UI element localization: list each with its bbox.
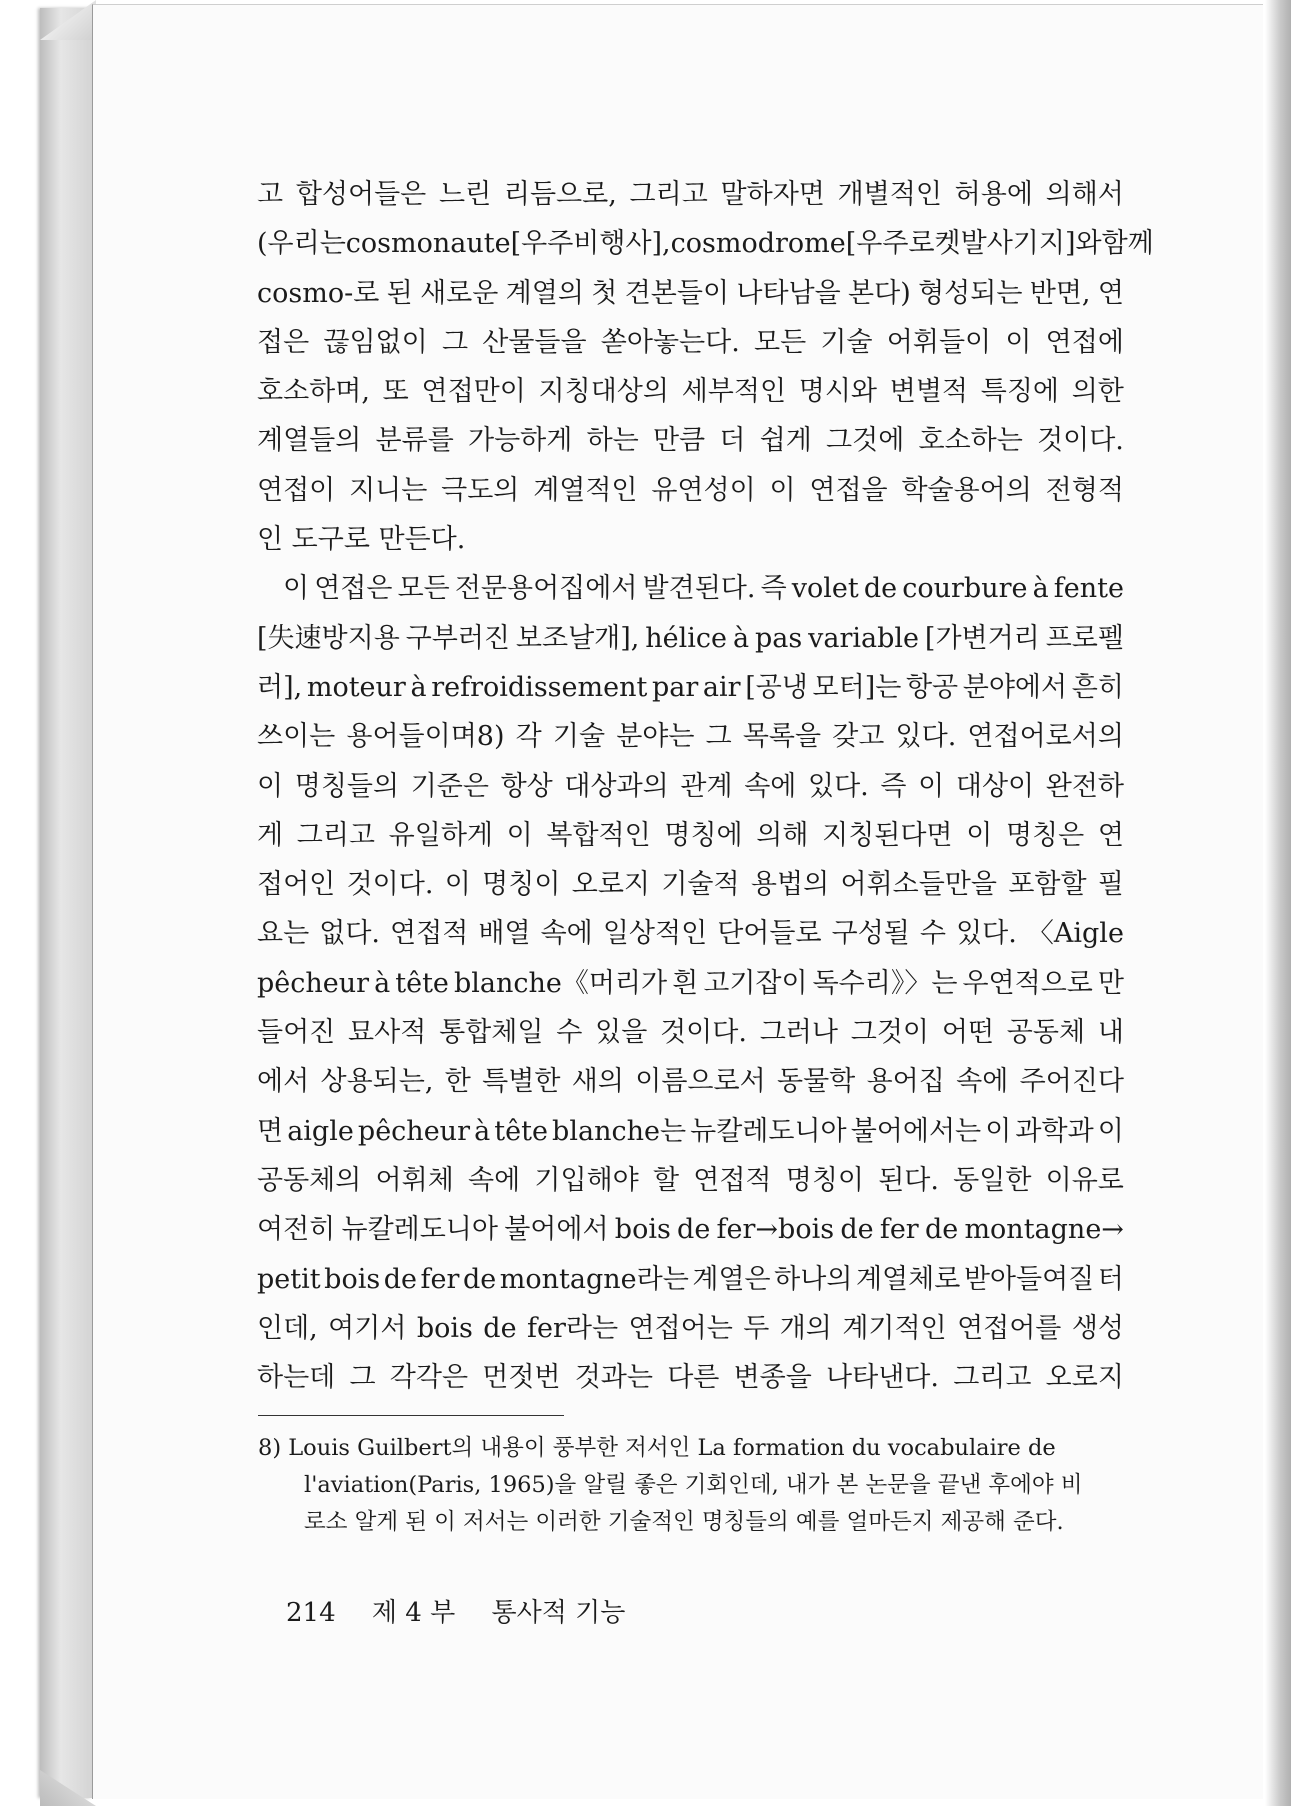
text-line: 면 aigle pêcheur à tête blanche는 뉴칼레도니아 불어에서는 이 과학과 이 xyxy=(257,1115,1124,1147)
text-line: pêcheur à tête blanche《머리가 흰 고기잡이 독수리》〉는 우연적으로 만 xyxy=(257,967,1124,999)
text-line: 접어인 것이다. 이 명칭이 오로지 기술적 용법의 어휘소들만을 포함할 필 xyxy=(257,869,1124,901)
text-line: [失速방지용 구부러진 보조날개], hélice à pas variable [가변거리 프로펠 xyxy=(257,622,1124,654)
text-line: (우리는 cosmonaute [우주비행사], cosmodrome [우주로켓 발사기지]와 함께 xyxy=(257,228,1154,260)
footnote-line: l'aviation(Paris, 1965)을 알릴 좋은 기회인데, 내가 본 논문을 끝낸 후에야 비 xyxy=(304,1472,1083,1498)
text-line: petit bois de fer de montagne라는 계열은 하나의 계열체로 받아들여질 터 xyxy=(257,1263,1124,1295)
footnote xyxy=(258,1430,1124,1541)
body-text xyxy=(257,170,1154,1402)
text-line: 인데, 여기서 bois de fer라는 연접어는 두 개의 계기적인 연접어를 생성 xyxy=(257,1312,1124,1344)
text-line: 이 명칭들의 기준은 항상 대상과의 관계 속에 있다. 즉 이 대상이 완전하 xyxy=(257,770,1124,802)
footnote-divider xyxy=(258,1415,564,1416)
part-label: 제 4 부 xyxy=(371,1598,456,1628)
page-footer xyxy=(286,1592,653,1629)
text-line: 접은 끊임없이 그 산물들을 쏟아놓는다. 모든 기술 어휘들이 이 연접에 xyxy=(257,326,1124,358)
page-edge-shadow xyxy=(1265,0,1291,1806)
book-spine xyxy=(40,8,92,1798)
text-line: 여전히 뉴칼레도니아 불어에서 bois de fer→bois de fer de montagne→ xyxy=(257,1214,1124,1246)
text-line: 고 합성어들은 느린 리듬으로, 그리고 말하자면 개별적인 허용에 의해서 xyxy=(257,179,1124,210)
part-title: 통사적 기능 xyxy=(491,1598,626,1628)
page-number: 214 xyxy=(286,1598,336,1628)
footnote-line: 로소 알게 된 이 저서는 이러한 기술적인 명칭들의 예를 얼마든지 제공해 준다. xyxy=(304,1509,1064,1535)
text-line: 러], moteur à refroidissement par air [공냉 모터]는 항공 분야에서 흔히 xyxy=(257,671,1124,703)
text-line: cosmo-로 된 새로운 계열의 첫 견본들이 나타남을 본다) 형성되는 반면, 연 xyxy=(257,277,1124,309)
text-line: 쓰이는 용어들이며8) 각 기술 분야는 그 목록을 갖고 있다. 연접어로서의 xyxy=(257,721,1124,753)
text-line: 계열들의 분류를 가능하게 하는 만큼 더 쉽게 그것에 호소하는 것이다. xyxy=(257,425,1124,457)
text-line: 들어진 묘사적 통합체일 수 있을 것이다. 그러나 그것이 어떤 공동체 내 xyxy=(257,1017,1124,1049)
text-line: 이 연접은 모든 전문용어집에서 발견된다. 즉 volet de courbure à fente xyxy=(283,573,1124,605)
text-line: 연접이 지니는 극도의 계열적인 유연성이 이 연접을 학술용어의 전형적 xyxy=(257,474,1124,506)
text-line: 하는데 그 각각은 먼젓번 것과는 다른 변종을 나타낸다. 그리고 오로지 xyxy=(257,1362,1124,1394)
text-line: 인 도구로 만든다. xyxy=(257,524,466,556)
text-line: 호소하며, 또 연접만이 지칭대상의 세부적인 명시와 변별적 특징에 의한 xyxy=(257,376,1124,408)
text-line: 게 그리고 유일하게 이 복합적인 명칭에 의해 지칭된다면 이 명칭은 연 xyxy=(257,819,1124,851)
footnote-line: 8) Louis Guilbert의 내용이 풍부한 저서인 La formation du vocabulaire de xyxy=(258,1435,1056,1461)
text-line: 공동체의 어휘체 속에 기입해야 할 연접적 명칭이 된다. 동일한 이유로 xyxy=(257,1164,1124,1196)
text-line: 에서 상용되는, 한 특별한 새의 이름으로서 동물학 용어집 속에 주어진다 xyxy=(257,1066,1124,1098)
text-line: 요는 없다. 연접적 배열 속에 일상적인 단어들로 구성될 수 있다. 〈Aigle xyxy=(257,918,1124,950)
